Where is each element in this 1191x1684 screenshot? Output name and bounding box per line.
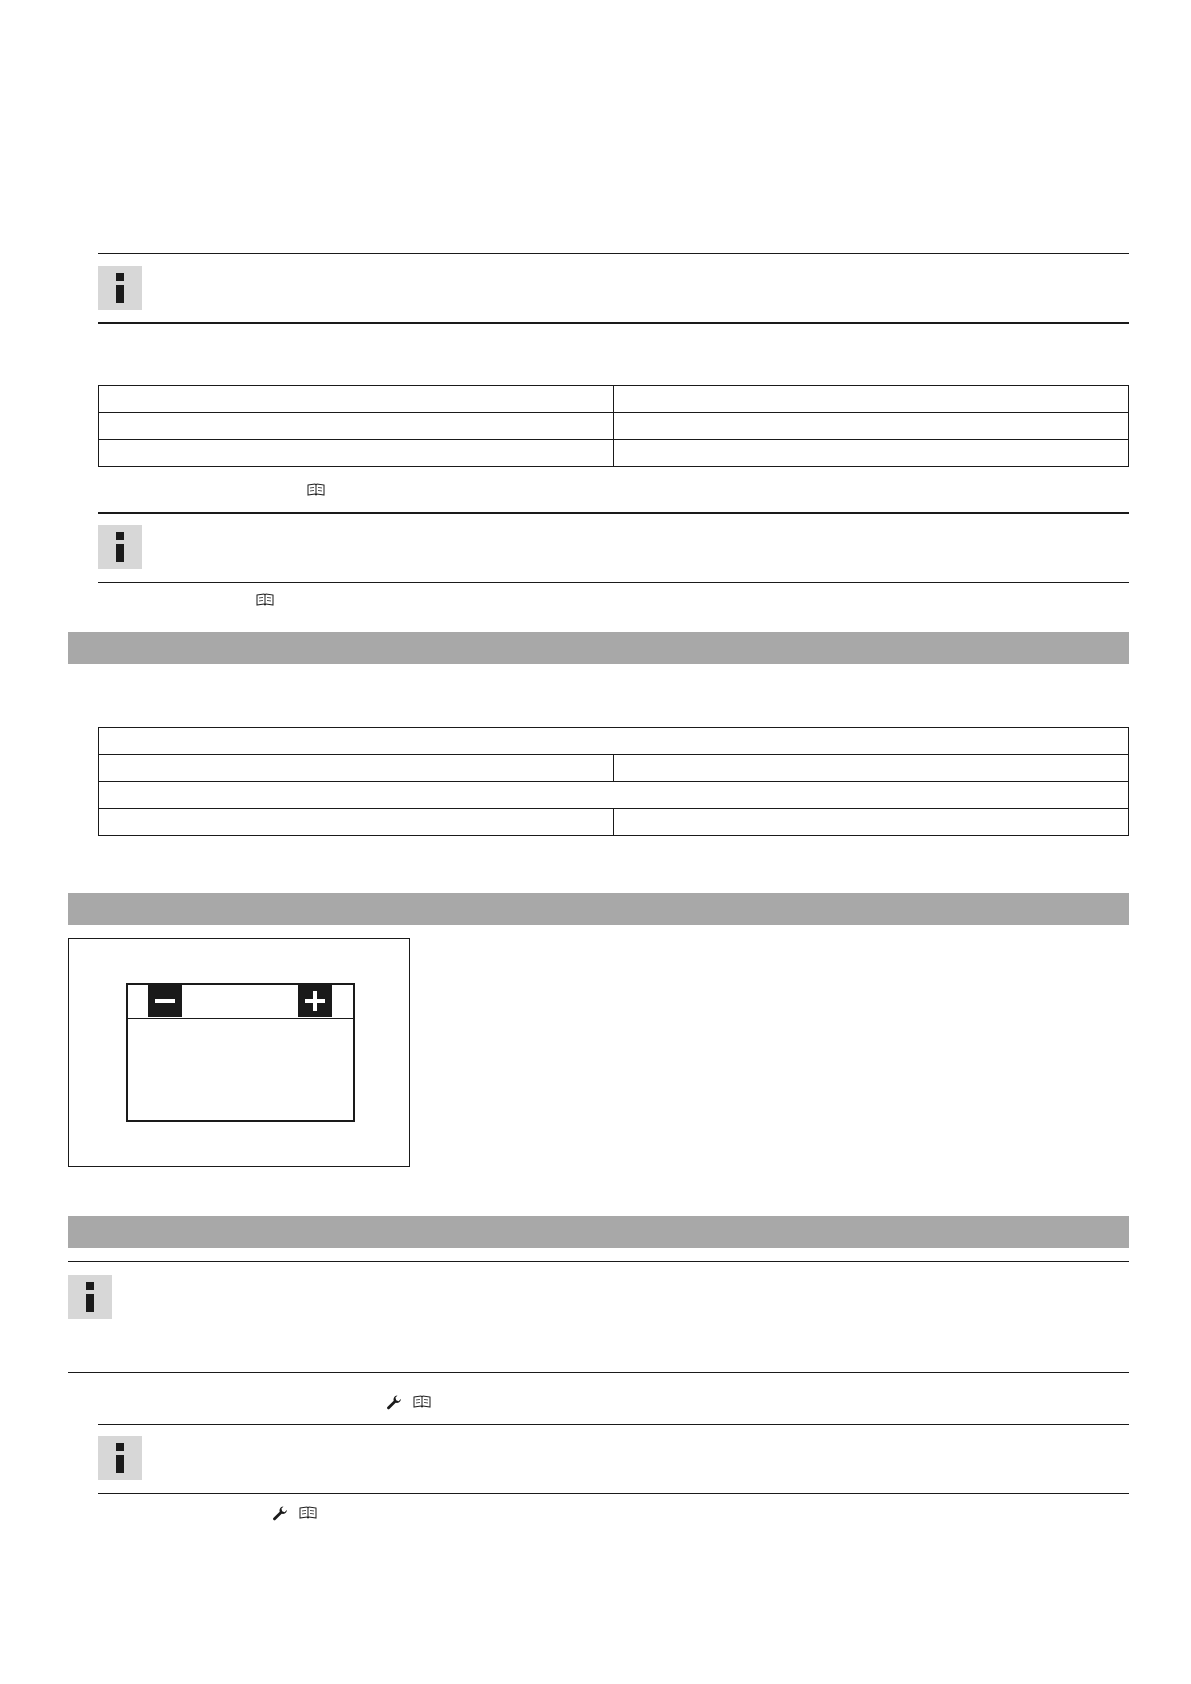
table-cell [99,782,1129,809]
table-cell [99,440,614,467]
table-cell [99,728,1129,755]
table-cell [614,386,1129,413]
manual-reference-icon [256,593,274,607]
minus-button[interactable] [148,985,182,1017]
display-button-row [128,985,353,1019]
plus-button[interactable] [298,985,332,1017]
note-bottom-rule-1 [98,322,1129,324]
note-top-rule-2 [98,512,1129,514]
table-row [99,755,1129,782]
manual-reference-icon [299,1506,317,1520]
manual-reference-icon [307,483,325,497]
table-cell [99,809,614,836]
spec-table-1 [98,385,1129,467]
table-row [99,782,1129,809]
manual-reference-icon [413,1395,431,1409]
table-cell [614,755,1129,782]
info-icon [98,1436,142,1480]
table-cell [614,413,1129,440]
table-row [99,386,1129,413]
section-heading-bar [68,1216,1129,1248]
minus-icon [155,999,175,1003]
note-bottom-rule-2 [98,582,1129,583]
table-cell [99,755,614,782]
display-figure [68,938,410,1167]
table-cell [99,413,614,440]
table-cell [614,440,1129,467]
note-top-rule-3 [68,1261,1129,1262]
table-cell [99,386,614,413]
table-row [99,809,1129,836]
info-icon [98,525,142,569]
section-heading-bar [68,893,1129,925]
table-row [99,728,1129,755]
table-row [99,440,1129,467]
note-top-rule-1 [98,253,1129,254]
spec-table-2 [98,727,1129,836]
display-unit [126,983,355,1122]
table-row [99,413,1129,440]
note-bottom-rule-4 [98,1493,1129,1494]
info-icon [98,266,142,310]
wrench-icon [272,1505,288,1521]
wrench-icon [386,1394,402,1410]
info-icon [68,1275,112,1319]
note-top-rule-4 [98,1424,1129,1425]
note-bottom-rule-3 [68,1372,1129,1373]
section-heading-bar [68,632,1129,664]
table-cell [614,809,1129,836]
